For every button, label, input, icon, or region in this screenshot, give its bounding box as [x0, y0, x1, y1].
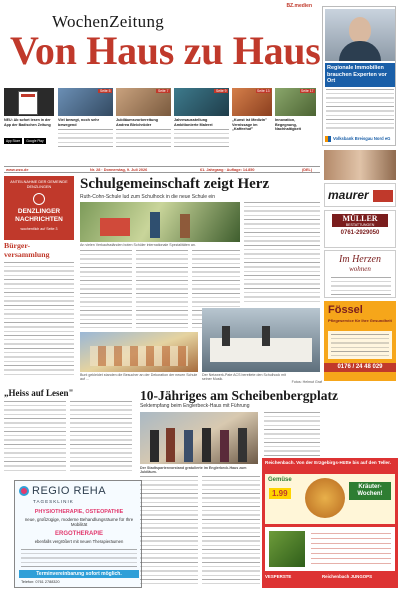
- teaser-2[interactable]: Seite 7 Jubiläumsvorbereitung Andrea Bleichröder: [116, 88, 171, 150]
- lead-photo-2: [80, 332, 198, 372]
- mueller-ad[interactable]: [324, 210, 396, 248]
- app-promo-text: NEU: Ab sofort lesen in der App der Badischen Zeitung: [4, 118, 51, 127]
- paper-pretitle: WochenZeitung: [52, 12, 165, 31]
- foessel-logo: Fössel: [328, 304, 363, 316]
- reha-cta: Terminvereinbarung sofort möglich.: [19, 570, 139, 578]
- volksbank-ad[interactable]: [322, 6, 396, 146]
- app-store-button[interactable]: App Store: [6, 139, 21, 143]
- buergerversammlung-article: Bürger-versammlung: [4, 242, 74, 380]
- app-phone-image: [4, 88, 54, 116]
- lead-caption-1: An vielen Verkaufsständen boten Schüler internationale Spezialitäten an.: [80, 243, 196, 247]
- edition-info: 61. Jahrgang · Auflage: 14.850: [200, 168, 255, 172]
- promo-badge: Kräuter- Wochen!: [349, 482, 391, 500]
- lead-headline: Schulgemeinschaft zeigt Herz: [80, 176, 270, 192]
- lead-subheadline: Ruth-Cohn-Schule lud zum Schulhock in die neue Schule ein: [80, 194, 216, 200]
- reha-logo: REGIO REHA: [19, 485, 106, 497]
- portrait-ad: [324, 150, 396, 180]
- teaser-1[interactable]: Seite 5 Viel bewegt, noch sehr bewegend: [58, 88, 113, 150]
- volksbank-headline: Regionale Immobilien brauchen Experten vor Ort: [325, 63, 395, 87]
- lead-caption-3: Der Netzwerk-Pate ACS bereitete den Schulhock mit seiner Musik.: [202, 373, 286, 382]
- dnn-logo: [33, 193, 45, 205]
- mueller-logo: MÜLLER BESTATTUNGEN: [332, 214, 388, 227]
- foessel-phone: 0176 / 24 48 029: [324, 363, 396, 372]
- person-photo: [325, 9, 395, 61]
- lead-photo-1: [80, 202, 240, 242]
- story2-caption: Der Stadtspartenvorstand gratulierte im Englerbeck-Haus zum Jubiläum.: [140, 466, 247, 475]
- regio-reha-ad[interactable]: REGIO REHA TAGESKLINIK PHYSIOTHERAPIE, OSTEOPATHIE neue, großzügige, moderne Behandlungsräume für Ihre Mobilität ERGOTHERAPIE ebenfalls vergrößert mit neuen Therapieräumen Terminvereinbarung sofort möglich. Telefon: 0761 2788320: [14, 480, 142, 588]
- region-code: (DEL): [302, 168, 313, 172]
- lead-caption-2: Bunt gekleidet standen die Besucher an der Dekoration der neuen Schule auf ...: [80, 373, 198, 382]
- website-link[interactable]: www.wzo.de: [6, 168, 29, 172]
- teaser-3[interactable]: Seite 9 Jahresausstellung Ambitionierte Malerei: [174, 88, 229, 150]
- volksbank-logo: Volksbank Breisgau Nord eG: [325, 133, 395, 145]
- app-promo[interactable]: [4, 88, 54, 150]
- lead-photo-3: [202, 308, 320, 372]
- denzlinger-nachrichten-box[interactable]: ANTEILNAHME DER GEMEINDE DENZLINGEN DENZLINGER NACHRICHTEN wochentlich auf Seite 3: [4, 176, 74, 240]
- photo-credit: Fotos: Helmut Graf: [291, 380, 322, 384]
- price-badge: 1.99: [269, 488, 291, 499]
- volksbank-icon: [325, 136, 331, 142]
- maurer-logo: maurer: [328, 188, 369, 202]
- lead-article: [80, 176, 320, 386]
- heiss-auf-lesen-article: [4, 388, 134, 476]
- story2-headline: 10-Jähriges am Scheibenbergplatz: [140, 388, 338, 403]
- foessel-ad[interactable]: Fössel Pflegeservice für Ihre Gesundheit 0176 / 24 48 029: [324, 301, 396, 381]
- publisher-logo: BZ.medien: [286, 3, 312, 9]
- story2-subheadline: Sektempfang beim Englerbeck-Haus mit Führung: [140, 403, 250, 409]
- paper-title: Von Haus zu Haus: [10, 28, 321, 73]
- reha-phone: Telefon: 0761 2788320: [21, 580, 60, 584]
- teaser-page-tag: Seite 5: [99, 89, 111, 93]
- issue-date: Nr. 28 · Donnerstag, 9. Juli 2026: [90, 168, 148, 172]
- reha-icon: [19, 486, 29, 496]
- masthead: [4, 0, 321, 86]
- heiss-headline: „Heiss auf Lesen": [4, 388, 74, 398]
- teaser-5[interactable]: Seite 17 Innovation, Begegnung, Nachhaltigkeit: [275, 88, 316, 150]
- mueller-phone: 0761-2929050: [340, 230, 380, 236]
- im-herzen-ad[interactable]: Im Herzen wohnen: [324, 250, 396, 298]
- reichenbach-ad[interactable]: Reichenbach. Von der Erzgebirgs-Hütte bis auf den Teller. Gemüse 1.99 Kräuter- Wochen! VESPERSTE Reichenbach JUNGOPS: [262, 458, 398, 588]
- maurer-ad[interactable]: [324, 183, 396, 207]
- teaser-4[interactable]: Seite 13 „Kunst ist Medizin" Vernissage im „Kaffeehof": [232, 88, 272, 150]
- story2-photo: [140, 412, 258, 464]
- google-play-button[interactable]: Google Play: [26, 139, 44, 143]
- issue-info-bar: [4, 166, 320, 173]
- teaser-strip: [4, 88, 316, 150]
